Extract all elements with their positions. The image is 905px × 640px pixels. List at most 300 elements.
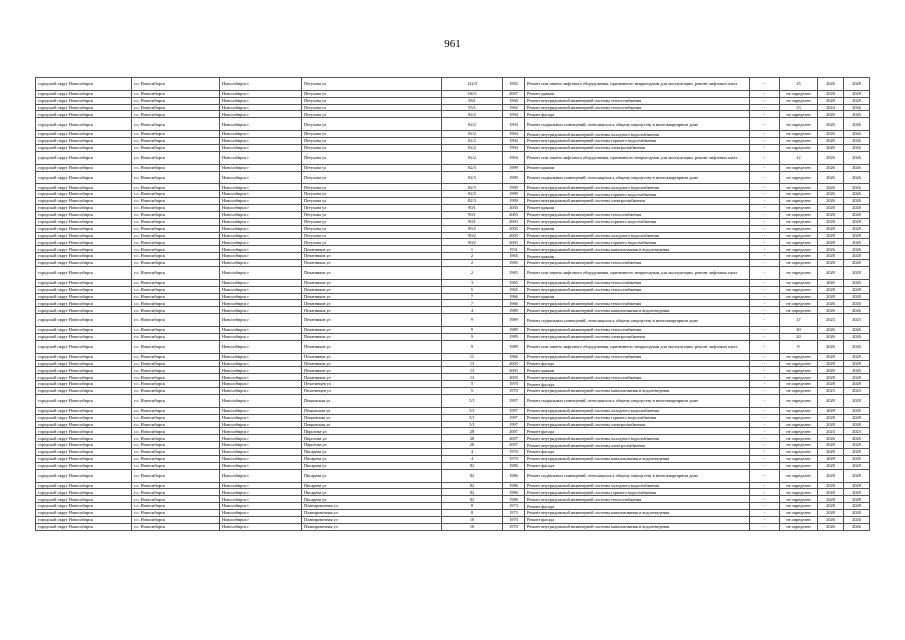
cell-okrug: городской округ Новосибирск [36,204,132,211]
cell-work-type: Ремонт внутридомовой инженерной системы холодного водоснабжения [525,407,750,414]
cell-year-end: 2026 [844,144,870,151]
cell-settlement: г.о. Новосибирск [132,253,220,260]
cell-year-start: 2026 [818,333,844,340]
cell-year: 1970 [503,381,525,388]
cell-dash: - [750,503,780,510]
cell-house: 90/2 [442,232,503,239]
cell-house: 2 [442,267,503,280]
cell-cost: не определен [780,469,818,482]
cell-dash: - [750,482,780,489]
cell-year: 1970 [503,456,525,463]
cell-city: Новосибирск г [220,293,302,300]
cell-street: Петухова ул [302,104,442,111]
cell-city: Новосибирск г [220,138,302,145]
cell-dash: - [750,428,780,435]
cell-okrug: городской округ Новосибирск [36,469,132,482]
cell-okrug: городской округ Новосибирск [36,353,132,360]
cell-year: 1994 [503,118,525,131]
cell-settlement: г.о. Новосибирск [132,523,220,530]
cell-cost: не определен [780,360,818,367]
cell-street: Пецковская ул [302,407,442,414]
cell-okrug: городской округ Новосибирск [36,307,132,314]
cell-work-type: Ремонт внутридомовой инженерной системы канализования и водоотведения [525,388,750,395]
cell-year-end: 2028 [844,510,870,517]
cell-city: Новосибирск г [220,184,302,191]
cell-year-start: 2026 [818,78,844,91]
cell-settlement: г.о. Новосибирск [132,171,220,184]
cell-year-start: 2028 [818,218,844,225]
cell-cost: не определен [780,428,818,435]
cell-cost: не определен [780,510,818,517]
cell-dash: - [750,138,780,145]
cell-year: 1994 [503,151,525,164]
cell-year-end: 2028 [844,394,870,407]
cell-work-type: Ремонт внутридомовой инженерной системы теплоснабжения [525,374,750,381]
cell-year-end: 2028 [844,374,870,381]
cell-house: 4 [442,449,503,456]
cell-okrug: городской округ Новосибирск [36,482,132,489]
cell-house: 13 [442,374,503,381]
cell-cost: не определен [780,204,818,211]
table-row [36,97,870,104]
cell-year: 1986 [503,469,525,482]
cell-year: 1986 [503,496,525,503]
cell-year-start: 2028 [818,97,844,104]
cell-street: Петухова ул [302,198,442,205]
cell-year: 2003 [503,367,525,374]
table-row [36,523,870,530]
cell-dash: - [750,496,780,503]
cell-work-type: Ремонт внутридомовой инженерной системы теплоснабжения [525,327,750,334]
cell-work-type: Ремонт подвальных помещений, относящихся к общему имуществу в многоквартирном доме [525,118,750,131]
cell-city: Новосибирск г [220,394,302,407]
cell-year-start: 2026 [818,307,844,314]
cell-year: 2007 [503,90,525,97]
cell-cost: не определен [780,456,818,463]
cell-work-type: Ремонт внутридомовой инженерной системы холодного водоснабжения [525,232,750,239]
table-row [36,211,870,218]
cell-okrug: городской округ Новосибирск [36,191,132,198]
cell-house: 90/1 [442,218,503,225]
cell-street: Пирогова ул [302,442,442,449]
cell-year-start: 2028 [818,469,844,482]
cell-okrug: городской округ Новосибирск [36,246,132,253]
cell-okrug: городской округ Новосибирск [36,388,132,395]
cell-dash: - [750,510,780,517]
cell-street: Печатников ул [302,353,442,360]
cell-year: 1965 [503,286,525,293]
cell-house: 82/2 [442,151,503,164]
cell-okrug: городской округ Новосибирск [36,517,132,524]
cell-year-start: 2026 [818,300,844,307]
cell-house: 90/2 [442,239,503,246]
cell-settlement: г.о. Новосибирск [132,496,220,503]
cell-cost: 12 [780,151,818,164]
cell-settlement: г.о. Новосибирск [132,286,220,293]
cell-year-end: 2026 [844,307,870,314]
cell-cost: 20 [780,333,818,340]
table-row [36,151,870,164]
cell-house: 5/1 [442,407,503,414]
cell-dash: - [750,260,780,267]
cell-year-start: 2026 [818,151,844,164]
cell-year: 2007 [503,442,525,449]
cell-year-start: 2023 [818,388,844,395]
cell-year-end: 2028 [844,449,870,456]
cell-settlement: г.о. Новосибирск [132,489,220,496]
cell-street: Писарева ул [302,449,442,456]
cell-year: 2003 [503,211,525,218]
table-row [36,90,870,97]
cell-settlement: г.о. Новосибирск [132,462,220,469]
cell-year-start: 2028 [818,496,844,503]
table-row [36,307,870,314]
cell-cost: не определен [780,232,818,239]
cell-work-type: Ремонт крыши [525,253,750,260]
table-row [36,456,870,463]
cell-okrug: городской округ Новосибирск [36,267,132,280]
cell-house: 5/1 [442,414,503,421]
cell-dash: - [750,131,780,138]
table-row [36,353,870,360]
cell-settlement: г.о. Новосибирск [132,246,220,253]
cell-cost: не определен [780,307,818,314]
cell-work-type: Ремонт или замена лифтового оборудования, признанного непригодным для эксплуатации, ремонт лифтовых шахт [525,78,750,91]
cell-street: Петухова ул [302,191,442,198]
cell-year-start: 2028 [818,381,844,388]
table-row [36,327,870,334]
cell-work-type: Ремонт внутридомовой инженерной системы холодного водоснабжения [525,184,750,191]
cell-street: Петухова ул [302,131,442,138]
cell-okrug: городской округ Новосибирск [36,503,132,510]
cell-city: Новосибирск г [220,104,302,111]
cell-house: 82/3 [442,191,503,198]
cell-street: Печатников ул [302,279,442,286]
cell-year-start: 2026 [818,144,844,151]
cell-house: 90/2 [442,225,503,232]
cell-okrug: городской округ Новосибирск [36,449,132,456]
cell-cost: не определен [780,435,818,442]
cell-settlement: г.о. Новосибирск [132,367,220,374]
cell-cost: не определен [780,517,818,524]
cell-work-type: Ремонт внутридомовой инженерной системы электроснабжения [525,442,750,449]
cell-settlement: г.о. Новосибирск [132,211,220,218]
cell-cost: не определен [780,260,818,267]
cell-city: Новосибирск г [220,131,302,138]
cell-street: Планировочная ул [302,523,442,530]
cell-cost: не определен [780,367,818,374]
cell-okrug: городской округ Новосибирск [36,171,132,184]
cell-okrug: городской округ Новосибирск [36,381,132,388]
cell-year-start: 2028 [818,232,844,239]
cell-house: 2 [442,253,503,260]
cell-house: 3 [442,279,503,286]
cell-house: 82/3 [442,184,503,191]
cell-city: Новосибирск г [220,78,302,91]
table-row [36,279,870,286]
cell-cost: не определен [780,388,818,395]
table-row [36,164,870,171]
cell-year: 1965 [503,267,525,280]
cell-settlement: г.о. Новосибирск [132,78,220,91]
cell-year: 2003 [503,204,525,211]
table-row [36,435,870,442]
cell-cost: не определен [780,253,818,260]
cell-house: 5 [442,381,503,388]
cell-year-end: 2026 [844,104,870,111]
cell-house: 8 [442,503,503,510]
cell-house: 9 [442,340,503,353]
table-row [36,239,870,246]
cell-year-end: 2028 [844,267,870,280]
cell-cost: не определен [780,503,818,510]
cell-work-type: Ремонт подвальных помещений, относящихся к общему имуществу в многоквартирном доме [525,394,750,407]
cell-year-start: 2026 [818,138,844,145]
cell-year-end: 2028 [844,211,870,218]
table-row [36,260,870,267]
cell-settlement: г.о. Новосибирск [132,414,220,421]
capital-repair-table [35,77,870,531]
cell-house: 5 [442,286,503,293]
cell-street: Петухова ул [302,239,442,246]
cell-work-type: Ремонт внутридомовой инженерной системы холодного водоснабжения [525,435,750,442]
cell-okrug: городской округ Новосибирск [36,327,132,334]
cell-street: Печатников ул [302,300,442,307]
cell-house: 9 [442,327,503,334]
cell-year-end: 2028 [844,293,870,300]
cell-house: 82/2 [442,138,503,145]
table-row [36,414,870,421]
cell-settlement: г.о. Новосибирск [132,184,220,191]
cell-okrug: городской округ Новосибирск [36,407,132,414]
table-row [36,300,870,307]
cell-settlement: г.о. Новосибирск [132,225,220,232]
cell-settlement: г.о. Новосибирск [132,204,220,211]
cell-house: 8 [442,510,503,517]
cell-house: 13 [442,367,503,374]
cell-year-end: 2028 [844,469,870,482]
cell-street: Печатников ул [302,327,442,334]
cell-dash: - [750,293,780,300]
cell-year: 1999 [503,164,525,171]
cell-street: Печатников ул [302,360,442,367]
cell-dash: - [750,286,780,293]
cell-year: 1970 [503,523,525,530]
cell-house: 38/1 [442,97,503,104]
cell-year-end: 2028 [844,456,870,463]
cell-year-start: 2028 [818,253,844,260]
cell-city: Новосибирск г [220,449,302,456]
cell-work-type: Ремонт крыши [525,293,750,300]
cell-dash: - [750,307,780,314]
cell-cost: не определен [780,138,818,145]
cell-year-start: 2026 [818,198,844,205]
cell-year-end: 2028 [844,286,870,293]
cell-city: Новосибирск г [220,225,302,232]
table-row [36,333,870,340]
cell-dash: - [750,171,780,184]
cell-year: 1966 [503,293,525,300]
cell-year-start: 2026 [818,118,844,131]
cell-work-type: Ремонт внутридомовой инженерной системы теплоснабжения [525,97,750,104]
table-row [36,442,870,449]
cell-year: 1989 [503,333,525,340]
cell-okrug: городской округ Новосибирск [36,279,132,286]
cell-settlement: г.о. Новосибирск [132,104,220,111]
cell-cost: не определен [780,164,818,171]
cell-city: Новосибирск г [220,340,302,353]
cell-dash: - [750,267,780,280]
cell-okrug: городской округ Новосибирск [36,239,132,246]
cell-settlement: г.о. Новосибирск [132,138,220,145]
cell-year-end: 2026 [844,517,870,524]
cell-okrug: городской округ Новосибирск [36,462,132,469]
cell-work-type: Ремонт внутридомовой инженерной системы горячего водоснабжения [525,191,750,198]
cell-dash: - [750,211,780,218]
cell-city: Новосибирск г [220,496,302,503]
cell-okrug: городской округ Новосибирск [36,131,132,138]
cell-year: 1970 [503,517,525,524]
cell-year-end: 2026 [844,151,870,164]
cell-dash: - [750,523,780,530]
cell-street: Пирогова ул [302,428,442,435]
cell-work-type: Ремонт крыши [525,367,750,374]
cell-settlement: г.о. Новосибирск [132,435,220,442]
cell-settlement: г.о. Новосибирск [132,131,220,138]
cell-street: Печатников ул [302,307,442,314]
cell-okrug: городской округ Новосибирск [36,374,132,381]
cell-city: Новосибирск г [220,360,302,367]
cell-year-end: 2028 [844,360,870,367]
cell-cost: не определен [780,118,818,131]
cell-dash: - [750,225,780,232]
cell-city: Новосибирск г [220,414,302,421]
table-row [36,374,870,381]
cell-year-start: 2026 [818,171,844,184]
cell-house: 1 [442,246,503,253]
cell-street: Писарева ул [302,482,442,489]
cell-city: Новосибирск г [220,97,302,104]
cell-year-start: 2028 [818,510,844,517]
cell-settlement: г.о. Новосибирск [132,111,220,118]
cell-settlement: г.о. Новосибирск [132,469,220,482]
cell-work-type: Ремонт внутридомовой инженерной системы горячего водоснабжения [525,239,750,246]
cell-okrug: городской округ Новосибирск [36,496,132,503]
cell-work-type: Ремонт фасада [525,428,750,435]
cell-work-type: Ремонт внутридомовой инженерной системы холодного водоснабжения [525,131,750,138]
cell-city: Новосибирск г [220,300,302,307]
cell-house: 82 [442,496,503,503]
cell-year-end: 2028 [844,482,870,489]
cell-okrug: городской округ Новосибирск [36,138,132,145]
cell-house: 82/2 [442,118,503,131]
cell-house: 82/3 [442,171,503,184]
table-row [36,517,870,524]
cell-settlement: г.о. Новосибирск [132,442,220,449]
cell-year: 1999 [503,191,525,198]
cell-year-end: 2028 [844,353,870,360]
cell-year-end: 2028 [844,78,870,91]
cell-house: 82 [442,489,503,496]
cell-year-end: 2026 [844,300,870,307]
cell-dash: - [750,414,780,421]
cell-settlement: г.о. Новосибирск [132,517,220,524]
table-row [36,144,870,151]
cell-city: Новосибирск г [220,374,302,381]
cell-dash: - [750,246,780,253]
cell-dash: - [750,388,780,395]
cell-street: Петухова ул [302,138,442,145]
cell-street: Петухова ул [302,90,442,97]
cell-year-start: 2026 [818,523,844,530]
cell-dash: - [750,421,780,428]
cell-okrug: городской округ Новосибирск [36,314,132,327]
cell-year-end: 2026 [844,279,870,286]
cell-year: 1997 [503,394,525,407]
cell-house: 5/1 [442,394,503,407]
cell-settlement: г.о. Новосибирск [132,239,220,246]
cell-cost: не определен [780,462,818,469]
cell-year-start: 2026 [818,131,844,138]
cell-cost: не определен [780,267,818,280]
cell-year-end: 2028 [844,218,870,225]
table-row [36,428,870,435]
cell-cost: не определен [780,239,818,246]
cell-okrug: городской округ Новосибирск [36,78,132,91]
cell-work-type: Ремонт внутридомовой инженерной системы горячего водоснабжения [525,489,750,496]
cell-dash: - [750,449,780,456]
cell-work-type: Ремонт фасада [525,111,750,118]
cell-settlement: г.о. Новосибирск [132,353,220,360]
cell-street: Писарева ул [302,496,442,503]
cell-cost: не определен [780,407,818,414]
cell-year-start: 2028 [818,239,844,246]
cell-year-end: 2026 [844,523,870,530]
cell-settlement: г.о. Новосибирск [132,260,220,267]
cell-street: Петухова ул [302,78,442,91]
cell-cost: не определен [780,90,818,97]
cell-work-type: Ремонт внутридомовой инженерной системы теплоснабжения [525,211,750,218]
cell-year-end: 2026 [844,327,870,334]
cell-street: Петухова ул [302,211,442,218]
cell-cost: не определен [780,442,818,449]
cell-work-type: Ремонт внутридомовой инженерной системы теплоснабжения [525,286,750,293]
cell-work-type: Ремонт фасада [525,360,750,367]
cell-cost: не определен [780,523,818,530]
table-row [36,496,870,503]
cell-year: 1986 [503,489,525,496]
cell-year-start: 2026 [818,191,844,198]
cell-cost: не определен [780,374,818,381]
cell-year-end: 2028 [844,489,870,496]
cell-okrug: городской округ Новосибирск [36,218,132,225]
cell-house: 28 [442,428,503,435]
cell-street: Писарева ул [302,469,442,482]
table-row [36,171,870,184]
cell-settlement: г.о. Новосибирск [132,388,220,395]
cell-street: Петухова ул [302,164,442,171]
cell-street: Петухова ул [302,144,442,151]
cell-settlement: г.о. Новосибирск [132,327,220,334]
cell-year: 1960 [503,97,525,104]
cell-year: 1965 [503,279,525,286]
cell-city: Новосибирск г [220,482,302,489]
cell-settlement: г.о. Новосибирск [132,90,220,97]
cell-settlement: г.о. Новосибирск [132,421,220,428]
cell-year-start: 2026 [818,184,844,191]
cell-dash: - [750,78,780,91]
cell-year: 1973 [503,510,525,517]
